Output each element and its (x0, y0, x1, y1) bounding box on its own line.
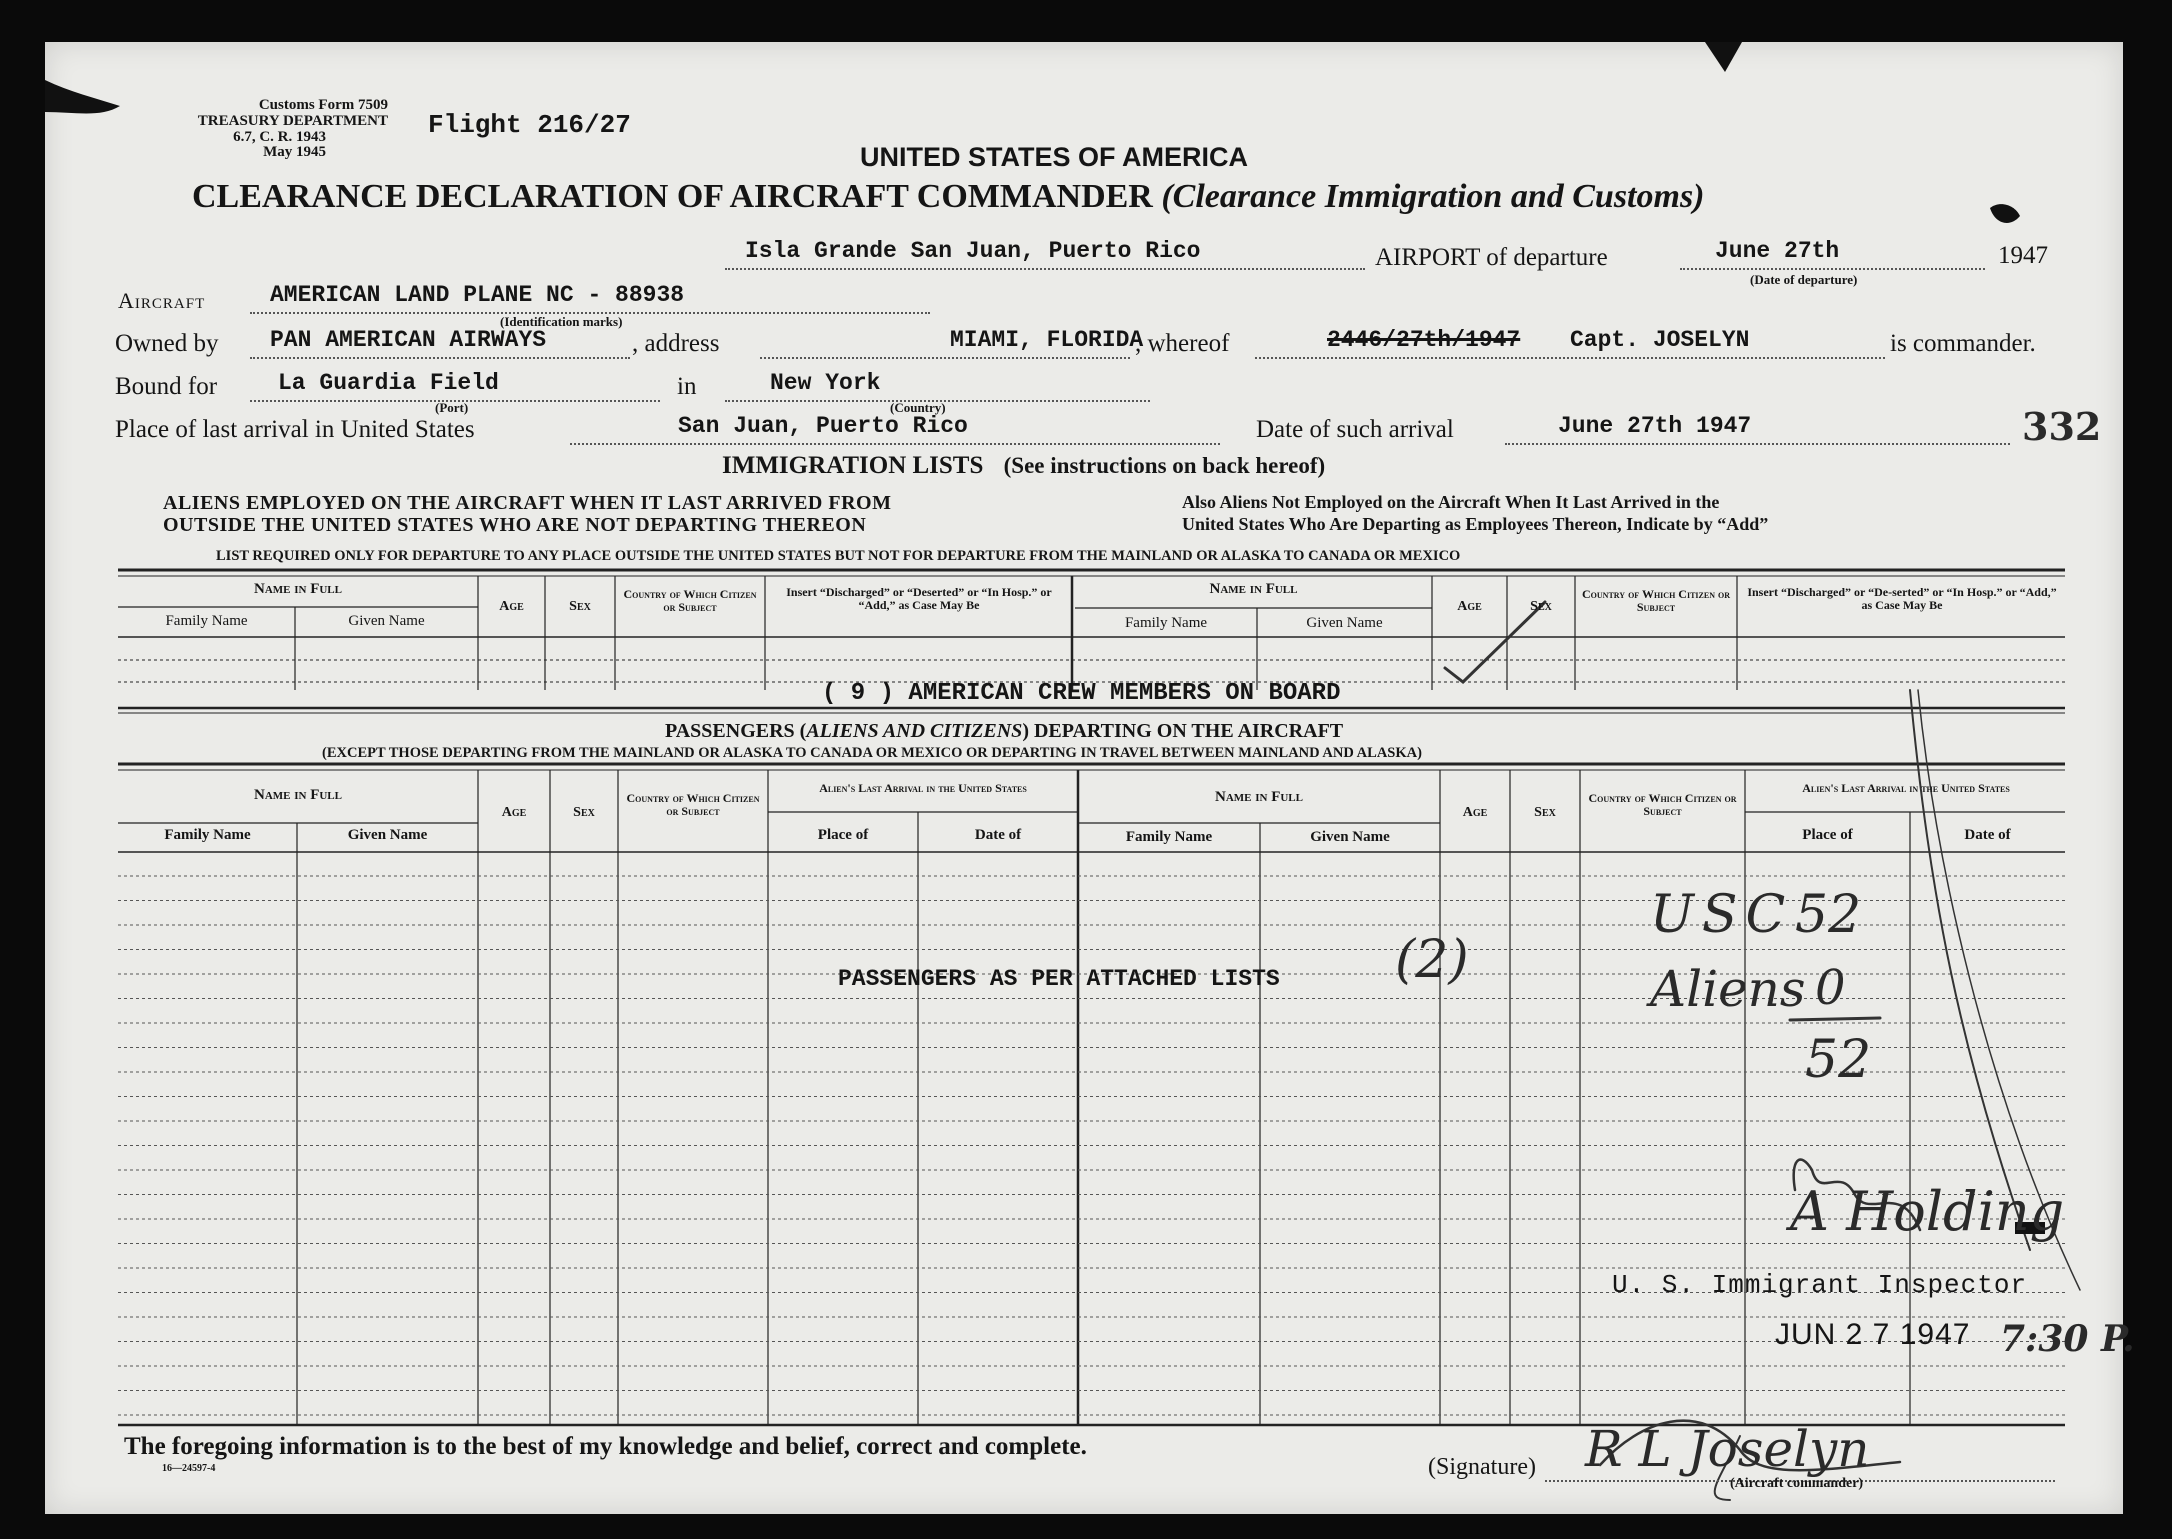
pax-right-arrival-header: Alien's Last Arrival in the United States (1802, 781, 2010, 795)
crew-right-sex-header: Sex (1530, 599, 1552, 614)
pax-left-name-header: Name in Full (253, 787, 342, 803)
bound-country-caption: (Country) (890, 400, 946, 415)
usc-label: USC (1650, 885, 1794, 945)
pax-right-sex-header: Sex (1534, 805, 1556, 820)
inspection-stamp-date: JUN 2 7 1947 (1775, 1318, 1971, 1351)
pax-right-given-header: Given Name (1310, 829, 1390, 845)
crew-right-citizen-header: Country of Which Citizen or Subject (1582, 587, 1730, 614)
departure-year: 1947 (1998, 242, 2048, 269)
main-title-text: CLEARANCE DECLARATION OF AIRCRAFT COMMANDER (192, 178, 1153, 215)
commander-label: is commander. (1890, 330, 2036, 357)
pax-left-sex-header: Sex (573, 805, 595, 820)
total-count: 52 (1805, 1030, 1872, 1090)
bound-port-caption: (Port) (435, 400, 469, 415)
passengers-entry: PASSENGERS AS PER ATTACHED LISTS (838, 966, 1280, 992)
passengers-title-a: PASSENGERS ( (665, 720, 807, 742)
struck-value: 2446/27th/1947 (1327, 327, 1521, 353)
crew-right-age-header: Age (1457, 599, 1482, 614)
arrival-date-value: June 27th 1947 (1558, 413, 1752, 439)
pax-right-citizen-header: Country of Which Citizen or Subject (1588, 791, 1737, 818)
passengers-title (665, 720, 1343, 743)
commander-value: Capt. JOSELYN (1570, 327, 1750, 353)
airport-underline (725, 268, 1365, 270)
crew-right-insert-header: Insert “Discharged” or “De-serted” or “In Hosp.” or “Add,” as Case May Be (1747, 585, 2057, 612)
owner-underline (250, 357, 630, 359)
bound-in-label: in (677, 373, 697, 400)
customs-form-number: Customs Form 7509 (258, 97, 388, 113)
list-requirement: LIST REQUIRED ONLY FOR DEPARTURE TO ANY PLACE OUTSIDE THE UNITED STATES BUT NOT FOR DEPARTURE FROM THE MAINLAND OR ALASKA TO CANADA OR MEXICO (216, 548, 1461, 564)
aircraft-value: AMERICAN LAND PLANE NC - 88938 (270, 282, 685, 308)
aliens-right-line-1: Also Aliens Not Employed on the Aircraft When It Last Arrived in the (1182, 492, 1720, 512)
passengers-title-b: ALIENS AND CITIZENS (806, 720, 1023, 742)
address-value: MIAMI, FLORIDA (950, 327, 1144, 353)
arrival-date-underline (1505, 443, 2010, 445)
pax-left-arrival-header: Alien's Last Arrival in the United States (819, 781, 1027, 795)
aliens-left-line-2: OUTSIDE THE UNITED STATES WHO ARE NOT DEPARTING THEREON (163, 514, 867, 536)
pax-right-date-header: Date of (1964, 827, 2011, 843)
aliens-left-heading (163, 492, 891, 536)
owner-value: PAN AMERICAN AIRWAYS (270, 327, 547, 353)
passengers-title-c: ) DEPARTING ON THE AIRCRAFT (1022, 720, 1344, 742)
inspector-title: U. S. Immigrant Inspector (1612, 1270, 2028, 1300)
address-label: , address (632, 330, 720, 357)
passengers-count-note: (2) (1395, 930, 1469, 990)
inspector-signature: A Holding (1790, 1180, 2065, 1243)
bound-port-value: La Guardia Field (278, 370, 499, 396)
address-underline (760, 357, 1130, 359)
commander-signature: R L Joselyn (1585, 1420, 1870, 1478)
crew-entry: ( 9 ) AMERICAN CREW MEMBERS ON BOARD (822, 680, 1341, 707)
bound-for-label: Bound for (115, 373, 218, 400)
pax-right-place-header: Place of (1802, 827, 1853, 843)
pax-right-family-header: Family Name (1125, 829, 1213, 845)
passengers-subtitle: (EXCEPT THOSE DEPARTING FROM THE MAINLAND OR ALASKA TO CANADA OR MEXICO OR DEPARTING IN TRAVEL BETWEEN MAINLAND AND ALASKA) (322, 745, 1422, 761)
pax-right-name-header: Name in Full (1214, 789, 1303, 805)
form-number: 16—24597-4 (162, 1463, 216, 1474)
of-departure-label: of departure (1486, 244, 1608, 271)
immigration-title: IMMIGRATION LISTS (722, 452, 984, 479)
crew-left-name-header: Name in Full (253, 581, 342, 597)
aliens-left-line-1: ALIENS EMPLOYED ON THE AIRCRAFT WHEN IT LAST ARRIVED FROM (163, 492, 892, 514)
form-id-block (148, 98, 388, 161)
airport-label-group (1375, 244, 1608, 272)
last-arrival-underline (570, 443, 1220, 445)
last-arrival-place-value: San Juan, Puerto Rico (678, 413, 968, 439)
aliens-right-line-2: United States Who Are Departing as Employees Thereon, Indicate by “Add” (1182, 513, 1769, 534)
whereof-label: , whereof (1135, 330, 1230, 357)
country-title: UNITED STATES OF AMERICA (860, 142, 1248, 172)
departure-date-underline (1680, 268, 1985, 270)
pax-left-place-header: Place of (817, 827, 869, 843)
immigration-note: (See instructions on back hereof) (1003, 453, 1326, 478)
crew-right-name-header: Name in Full (1209, 581, 1298, 597)
departure-date-value: June 27th (1715, 238, 1840, 264)
inspection-time: 7:30 P. (2000, 1318, 2135, 1360)
commander-underline (1255, 357, 1885, 359)
signature-label: (Signature) (1428, 1454, 1536, 1480)
immigration-heading (722, 452, 1325, 480)
departure-airport-value: Isla Grande San Juan, Puerto Rico (745, 238, 1201, 264)
aliens-label: Aliens (1650, 960, 1806, 1018)
main-subtitle: (Clearance Immigration and Customs) (1161, 178, 1705, 215)
department-name: TREASURY DEPARTMENT (197, 112, 388, 129)
usc-count: 52 (1795, 885, 1862, 945)
crew-right-given-header: Given Name (1306, 615, 1383, 631)
crew-left-family-header: Family Name (165, 613, 248, 629)
aircraft-label: Aircraft (118, 288, 206, 313)
cfr-reference: 6.7, C. R. 1943 (233, 128, 326, 145)
flight-number: Flight 216/27 (428, 110, 631, 140)
owned-by-label: Owned by (115, 330, 219, 357)
bound-country-value: New York (770, 370, 881, 396)
aircraft-caption: (Identification marks) (500, 314, 623, 329)
pax-left-given-header: Given Name (347, 827, 428, 843)
departure-date-caption: (Date of departure) (1750, 272, 1858, 287)
arrival-date-label: Date of such arrival (1256, 416, 1454, 443)
certification-text: The foregoing information is to the best of my knowledge and belief, correct and complete. (124, 1433, 1087, 1460)
crew-left-sex-header: Sex (569, 599, 591, 614)
pax-left-age-header: Age (501, 805, 527, 820)
pax-left-family-header: Family Name (164, 827, 251, 843)
crew-left-age-header: Age (499, 599, 524, 614)
last-arrival-label: Place of last arrival in United States (115, 416, 475, 443)
crew-left-given-header: Given Name (348, 613, 425, 629)
form-revision: May 1945 (263, 144, 326, 161)
pax-left-citizen-header: Country of Which Citizen or Subject (626, 791, 760, 818)
commander-caption: (Aircraft commander) (1730, 1476, 1864, 1491)
pax-left-date-header: Date of (974, 827, 1022, 843)
crew-right-family-header: Family Name (1124, 615, 1208, 631)
crew-left-insert-header: Insert “Discharged” or “Deserted” or “In Hosp.” or “Add,” as Case May Be (786, 585, 1052, 612)
aliens-right-heading (1182, 492, 1768, 535)
crew-left-citizen-header: Country of Which Citizen or Subject (623, 587, 757, 614)
page-number: 332 (2022, 404, 2102, 449)
aliens-count: 0 (1815, 960, 1846, 1016)
main-title (192, 178, 1705, 216)
pax-right-age-header: Age (1462, 805, 1488, 820)
airport-label: AIRPORT (1375, 244, 1481, 271)
